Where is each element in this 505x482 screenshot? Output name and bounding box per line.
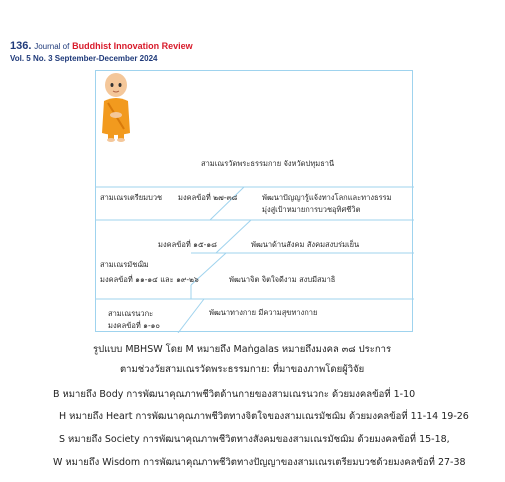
body-level: สามเณรนวกะ (108, 309, 154, 318)
heart-level: สามเณรมัชฌิม (100, 260, 149, 269)
wisdom-desc-2: มุ่งสู่เป้าหมายการบวชอุทิศชีวิต (262, 205, 361, 214)
caption-b-definition: B หมายถึง Body การพัฒนาคุณภาพชีวิตด้านกายของสามเณรนวกะ ด้วยมงคลข้อที่ 1-10 (53, 389, 416, 400)
page-number: 136. (10, 40, 32, 52)
slant-body (178, 299, 204, 333)
journal-title-line (10, 40, 193, 53)
journal-brand: Buddhist Innovation Review (72, 41, 193, 51)
volume-info: Vol. 5 No. 3 September-December 2024 (10, 54, 158, 63)
novice-monk-illustration (96, 71, 136, 143)
wisdom-level: สามเณรเตรียมบวช (100, 193, 163, 202)
caption-s-definition: S หมายถึง Society การพัฒนาคุณภาพชีวิตทางสังคมของสามเณรมัชฌิม ด้วยมงคลข้อที่ 15-18, (59, 434, 450, 445)
mbhsw-figure (95, 70, 413, 332)
caption-w-definition: W หมายถึง Wisdom การพัฒนาคุณภาพชีวิตทางปัญญาของสามเณรเตรียมบวชด้วยมงคลข้อที่ 27-38 (53, 457, 466, 468)
caption-line-1: รูปแบบ MBHSW โดย M หมายถึง Maṅgalas หมายถึงมงคล ๓๘ ประการ (93, 344, 392, 355)
figure-title: สามเณรวัดพระธรรมกาย จังหวัดปทุมธานี (201, 159, 335, 168)
journal-prefix: Journal of (34, 42, 70, 51)
body-desc: พัฒนาทางกาย มีความสุขทางกาย (209, 308, 318, 317)
society-desc: พัฒนาด้านสังคม สังคมสงบร่มเย็น (251, 240, 360, 249)
slant-society (216, 220, 251, 253)
caption-line-2: ตามช่วงวัยสามเณรวัดพระธรรมกาย: ที่มาของภาพโดยผู้วิจัย (120, 364, 365, 375)
heart-desc: พัฒนาจิต จิตใจดีงาม สงบมีสมาธิ (229, 275, 336, 284)
wisdom-desc-1: พัฒนาปัญญารู้แจ้งทางโลกและทางธรรม (262, 193, 392, 202)
heart-mangala: มงคลข้อที่ ๑๑-๑๔ และ ๑๙-๒๖ (100, 275, 199, 284)
caption-h-definition: H หมายถึง Heart การพัฒนาคุณภาพชีวิตทางจิตใจของสามเณรมัชฌิม ด้วยมงคลข้อที่ 11-14 19-26 (59, 411, 469, 422)
body-mangala: มงคลข้อที่ ๑-๑๐ (108, 321, 160, 330)
wisdom-mangala: มงคลข้อที่ ๒๗-๓๘ (178, 193, 238, 202)
society-mangala: มงคลข้อที่ ๑๕-๑๘ (158, 240, 217, 249)
journal-header (10, 40, 193, 65)
